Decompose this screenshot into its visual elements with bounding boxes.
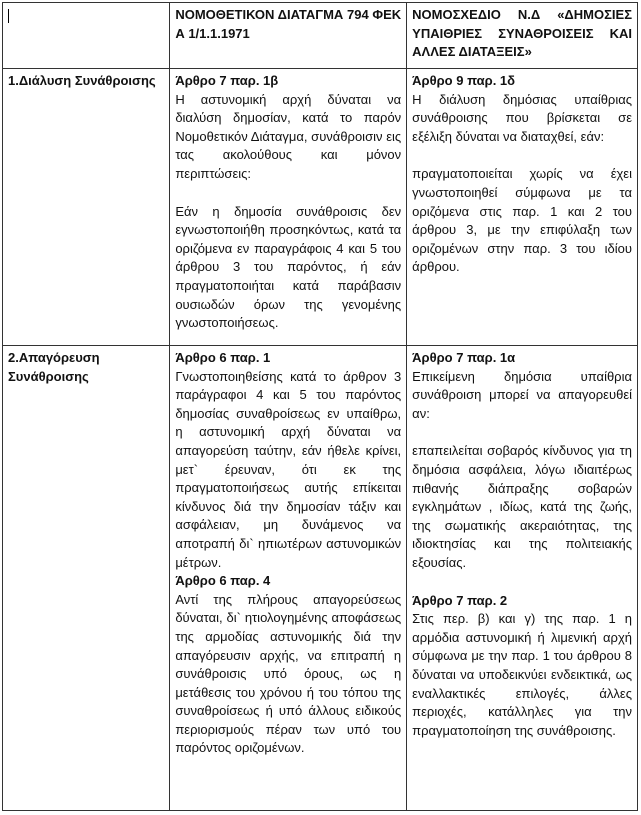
paragraph: Εάν η δημοσία συνάθροισις δεν εγνωστοποιήθη προσηκόντως, κατά τα οριζόμενα εν παραγράφοις 4 και 5 του άρθρου 3 του παρόντος, ή εάν πραγματοποιήται κατά παράβασιν ουσιωδών όρων της γενομένης γνωστοποιήσεως. xyxy=(175,203,402,331)
paragraph: Η διάλυση δημόσιας υπαίθριας συνάθροισης που βρίσκεται σε εξέλιξη δύναται να διαταχθεί, εάν: xyxy=(412,91,632,144)
header-cell-empty[interactable] xyxy=(3,3,170,69)
header-row xyxy=(3,3,638,69)
cell-prohibition-old-law xyxy=(170,346,407,811)
article-heading: Άρθρο 6 παρ. 1 xyxy=(175,350,271,365)
paragraph: Η αστυνομική αρχή δύναται να διαλύση δημοσίαν, κατά το παρόν Νομοθετικόν Διάταγμα, συνάθροισιν εις τας ακολούθους και μόνον περιπτώσεις: xyxy=(175,91,402,181)
row-label-dispersal: 1.Διάλυση Συνάθροισης xyxy=(3,69,170,346)
row-prohibition xyxy=(3,346,638,811)
article-heading: Άρθρο 9 παρ. 1δ xyxy=(412,73,516,88)
article-heading: Άρθρο 7 παρ. 1α xyxy=(412,350,516,365)
paragraph: Επικείμενη δημόσια υπαίθρια συνάθροιση μπορεί να απαγορευθεί αν: xyxy=(412,368,632,421)
paragraph: Στις περ. β) και γ) της παρ. 1 η αρμόδια αστυνομική ή λιμενική αρχή σύμφωνα με την παρ. 1 του άρθρου 8 δύναται να υποδεικνύει ενδεικτικά, ως εναλλακτικές επιλογές, άλλες περιοχές, κατάλληλες για την πραγματοποίηση της συνάθροισης. xyxy=(412,611,632,738)
row-label-prohibition: 2.Απαγόρευση Συνάθροισης xyxy=(3,346,170,811)
cell-dispersal-old-law xyxy=(170,69,407,346)
row-dispersal xyxy=(3,69,638,346)
cell-prohibition-new-law xyxy=(407,346,638,811)
paragraph: πραγματοποιείται χωρίς να έχει γνωστοποιηθεί σύμφωνα με τα οριζόμενα στις παρ. 1 και 2 του άρθρου 3, με την επιφύλαξη των οριζομένων στην παρ. 3 του ιδίου άρθρου. xyxy=(412,166,632,275)
cell-dispersal-new-law xyxy=(407,69,638,346)
article-heading: Άρθρο 7 παρ. 1β xyxy=(175,73,279,88)
paragraph: Αντί της πλήρους απαγορεύσεως δύναται, δι` ητιολογημένης αποφάσεως της αρμοδίας αστυνομικής διά την απαγόρευσιν αρχής, να επιτραπή η συνάθροισις υπό όρους, ως η μετάθεσις του χρόνου ή του τόπου της συναθροίσεως ή υπό άλλους ειδικούς περιορισμούς πέραν των υπό του παρόντος οριζομένων. xyxy=(175,591,402,756)
comparison-table xyxy=(2,2,638,811)
paragraph: επαπειλείται σοβαρός κίνδυνος για τη δημόσια ασφάλεια, λόγω ιδιαιτέρως πιθανής διάπραξης σοβαρών εγκλημάτων , ιδίως, κατά της ζωής, της σωματικής ακεραιότητας, της ιδιοκτησίας και της πολιτειακής εξουσίας. xyxy=(412,443,632,570)
paragraph: Γνωστοποιηθείσης κατά το άρθρον 3 παράγραφοι 4 και 5 του παρόντος δημοσίας συναθροίσεως εν υπαίθρω, η αστυνομική αρχή δύναται να απαγορεύση ταύτην, εάν ήθελε κρίνει, μετ` έρευναν, ότι εκ της πραγματοποιήσεως αυτής επίκειται κίνδυνος διά την δημοσίαν τάξιν και ασφάλειαν, μη δυνάμενος να αποτραπή δι` ηπιωτέρων αστυνομικών μέτρων. xyxy=(175,368,402,570)
header-cell-nd794: ΝΟΜΟΘΕΤΙΚΟΝ ΔΙΑΤΑΓΜΑ 794 ΦΕΚ Α 1/1.1.1971 xyxy=(170,3,407,69)
header-cell-draft-law: ΝΟΜΟΣΧΕΔΙΟ Ν.Δ «ΔΗΜΟΣΙΕΣ ΥΠΑΙΘΡΙΕΣ ΣΥΝΑΘΡΟΙΣΕΙΣ ΚΑΙ ΑΛΛΕΣ ΔΙΑΤΑΞΕΙΣ» xyxy=(407,3,638,69)
article-heading: Άρθρο 7 παρ. 2 xyxy=(412,592,508,608)
text-cursor xyxy=(8,9,9,23)
article-heading: Άρθρο 6 παρ. 4 xyxy=(175,573,271,589)
